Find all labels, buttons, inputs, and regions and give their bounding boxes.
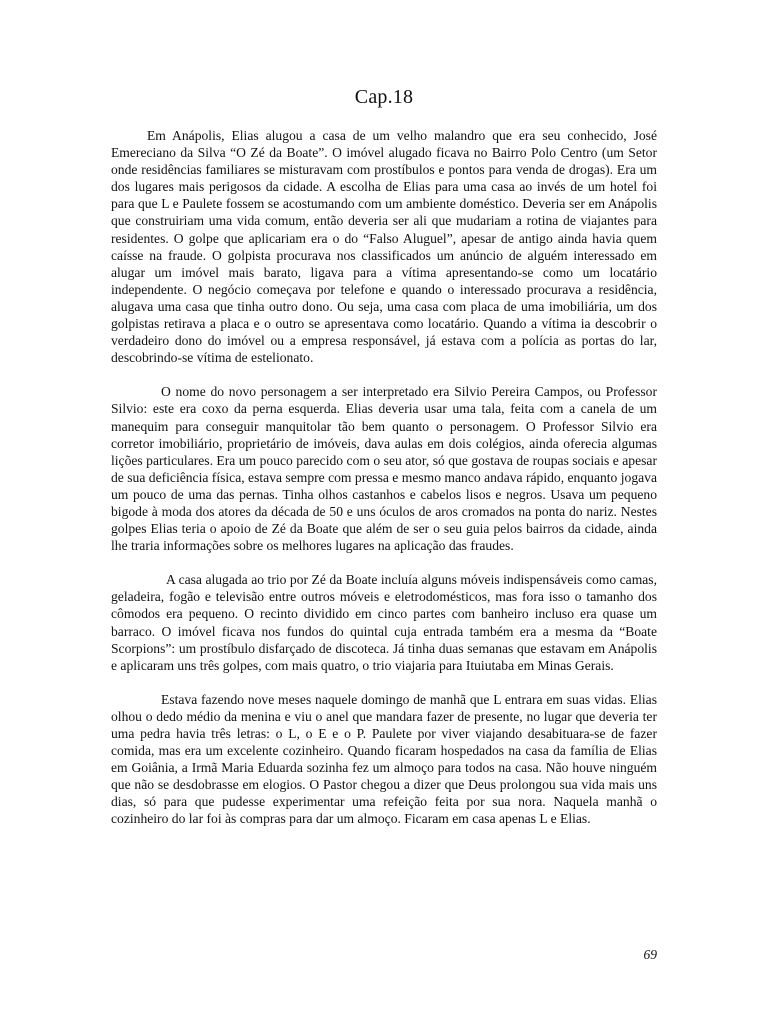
paragraph: O nome do novo personagem a ser interpretado era Silvio Pereira Campos, ou Professor Silvio: este era coxo da perna esquerda. Elias deveria usar uma tala, feita com a canela de um manequim para conseguir manquitolar tão bem quanto o personagem. O Professor Silvio era corretor imobiliário, proprietário de imóveis, dava aulas em dois colégios, ainda oferecia algumas lições particulares. Era um pouco parecido com o seu ator, só que gostava de roupas sociais e apesar de sua deficiência física, estava sempre com pressa e mesmo manco andava rápido, enquanto jogava um pouco de uma das pernas. Tinha olhos castanhos e cabelos lisos e negros. Usava um pequeno bigode à moda dos atores da década de 50 e uns óculos de aros cromados na ponta do nariz. Nestes golpes Elias teria o apoio de Zé da Boate que além de ser o seu guia pelos bairros da cidade, ainda lhe traria informações sobre os melhores lugares na aplicação das fraudes.: [111, 384, 657, 554]
chapter-body: [111, 127, 657, 845]
chapter-title: Cap.18: [354, 86, 414, 108]
paragraph: Estava fazendo nove meses naquele domingo de manhã que L entrara em suas vidas. Elias olhou o dedo médio da menina e viu o anel que mandara fazer de presente, no lugar que deveria ter uma pedra havia três letras: o L, o E e o P. Paulete por viver viajando desabituara-se de fazer comida, mas era um excelente cozinheiro. Quando ficaram hospedados na casa da família de Elias em Goiânia, a Irmã Maria Eduarda sozinha fez um almoço para todos na casa. Não houve ninguém que não se desdobrasse em elogios. O Pastor chegou a dizer que Deus prolongou sua vida mais uns dias, só para que pudesse experimentar uma refeição feita por sua nora. Naquela manhã o cozinheiro do lar foi às compras para dar um almoço. Ficaram em casa apenas L e Elias.: [111, 691, 657, 827]
paragraph: Em Anápolis, Elias alugou a casa de um velho malandro que era seu conhecido, José Emereciano da Silva “O Zé da Boate”. O imóvel alugado ficava no Bairro Polo Centro (um Setor onde residências familiares se misturavam com prostíbulos e pontos para venda de drogas). Era um dos lugares mais perigosos da cidade. A escolha de Elias para uma casa ao invés de um hotel foi para que L e Paulete fossem se acostumando com um ambiente doméstico. Deveria ser em Anápolis que construiriam uma vida comum, então deveria ser ali que mudariam a rotina de viajantes para residentes. O golpe que aplicariam era o do “Falso Aluguel”, apesar de antigo ainda havia quem caísse na fraude. O golpista procurava nos classificados um anúncio de alguém interessado em alugar um imóvel mais barato, ligava para a vítima apresentando-se como um locatário independente. O negócio começava por telefone e quando o interessado procurava a residência, alugava uma casa que tinha outro dono. Ou seja, uma casa com placa de uma imobiliária, um dos golpistas retirava a placa e o outro se apresentava como locatário. Quando a vítima ia descobrir o verdadeiro dono do imóvel ou a empresa responsável, já estava com a polícia as portas do lar, descobrindo-se vítima de estelionato.: [111, 128, 657, 366]
paragraph: A casa alugada ao trio por Zé da Boate incluía alguns móveis indispensáveis como camas, geladeira, fogão e televisão entre outros móveis e eletrodomésticos, mas fora isso o tamanho dos cômodos era pequeno. O recinto dividido em cinco partes com banheiro incluso era quase um barraco. O imóvel ficava nos fundos do quintal cuja entrada também era a mesma da “Boate Scorpions”: um prostíbulo disfarçado de discoteca. Já tinha duas semanas que estavam em Anápolis e aplicaram uns três golpes, com mais quatro, o trio viajaria para Ituiutaba em Minas Gerais.: [111, 572, 657, 673]
page-number: 69: [643, 947, 657, 962]
